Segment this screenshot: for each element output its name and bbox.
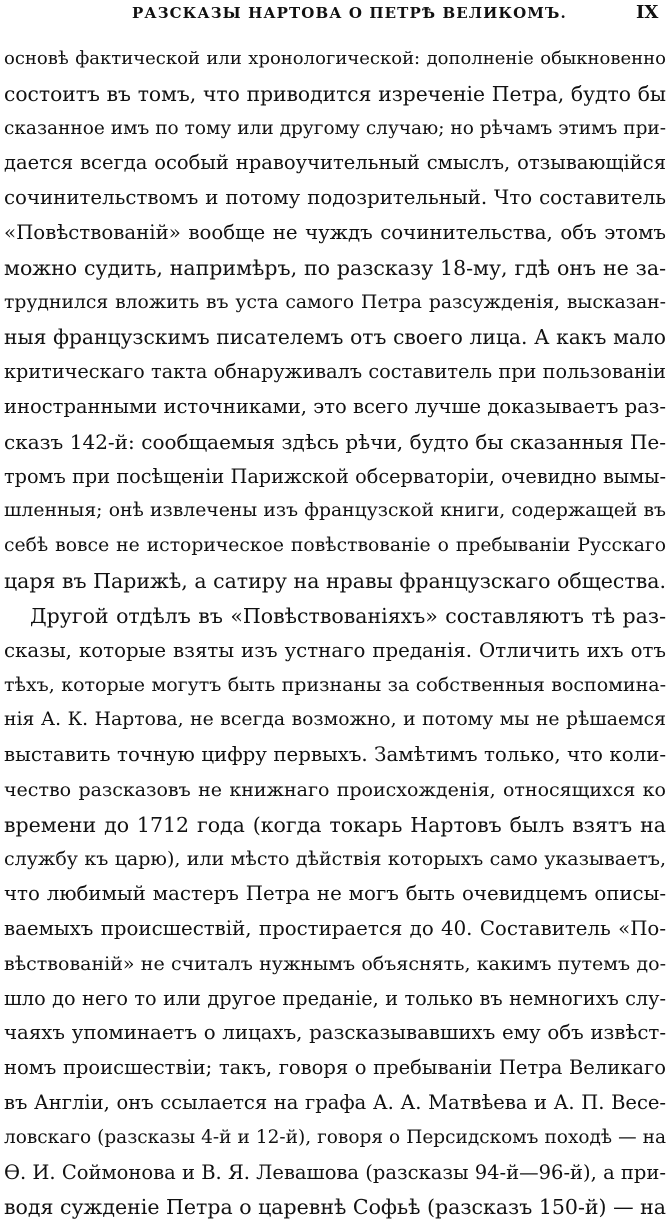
- text-line: себѣ вовсе не историческое повѣствованіе о пребываніи Русскаго: [4, 535, 666, 557]
- text-line: Другой отдѣлъ въ «Повѣствованіяхъ» составляютъ тѣ раз-: [30, 603, 666, 628]
- text-line: труднился вложить въ уста самого Петра разсужденія, высказан-: [4, 291, 666, 313]
- text-line: дается всегда особый нравоучительный смыслъ, отзывающійся: [4, 151, 666, 175]
- text-line: Ѳ. И. Соймонова и В. Я. Левашова (разсказы 94-й—96-й), а при-: [4, 1160, 666, 1184]
- text-line: царя въ Парижѣ, а сатиру на нравы французскаго общества.: [4, 568, 666, 593]
- text-line: въ Англіи, онъ ссылается на графа А. А. Матвѣева и А. П. Весе-: [4, 1090, 666, 1114]
- text-line: сказъ 142-й: сообщаемыя здѣсь рѣчи, будто бы сказанныя Пе-: [4, 429, 666, 454]
- running-title: РАЗСКАЗЫ НАРТОВА О ПЕТРѢ ВЕЛИКОМЪ.: [132, 4, 567, 22]
- text-line: времени до 1712 года (когда токарь Нартовъ былъ взятъ на: [4, 812, 666, 837]
- body-text: [4, 42, 666, 1225]
- text-line: сочинительствомъ и потому подозрительный. Что составитель: [4, 186, 666, 210]
- text-line: можно судить, напримѣръ, по разсказу 18-му, гдѣ онъ не за-: [4, 255, 666, 280]
- text-line: ваемыхъ происшествій, простирается до 40. Составитель «По-: [4, 916, 666, 940]
- text-line: что любимый мастеръ Петра не могъ быть очевидцемъ описы-: [4, 882, 666, 906]
- text-line: чество разсказовъ не книжнаго происхожденія, относящихся ко: [4, 778, 666, 801]
- text-line: состоитъ въ томъ, что приводится изреченіе Петра, будто бы: [4, 81, 666, 106]
- text-line: тромъ при посѣщеніи Парижской обсерваторіи, очевидно вымы-: [4, 464, 666, 488]
- running-header: [0, 2, 672, 28]
- text-line: ныя французскимъ писателемъ отъ своего лица. А какъ мало: [4, 325, 666, 350]
- text-line: сказы, которые взяты изъ устнаго преданія. Отличить ихъ отъ: [4, 638, 666, 662]
- text-line: вѣствованій» не считалъ нужнымъ объяснять, какимъ путемъ до-: [4, 952, 666, 975]
- text-line: водя сужденіе Петра о царевнѣ Софьѣ (разсказъ 150-й) — на: [4, 1195, 666, 1220]
- text-line: основѣ фактической или хронологической: дополненіе обыкновенно: [4, 48, 666, 69]
- paragraph: [4, 42, 666, 599]
- page-number: IX: [636, 2, 659, 23]
- text-line: нія А. К. Нартова, не всегда возможно, и потому мы не рѣшаемся: [4, 709, 666, 731]
- text-line: иностранными источниками, это всего лучше доказываетъ раз-: [4, 394, 666, 418]
- text-line: ловскаго (разсказы 4-й и 12-й), говоря о Персидскомъ походѣ — на: [4, 1126, 666, 1148]
- text-line: службу къ царю), или мѣсто дѣйствія которыхъ само указываетъ,: [4, 848, 666, 871]
- text-line: сказанное имъ по тому или другому случаю; но рѣчамъ этимъ при-: [4, 117, 666, 139]
- text-line: «Повѣствованій» вообще не чуждъ сочинительства, объ этомъ: [4, 220, 666, 244]
- text-line: чаяхъ упоминаетъ о лицахъ, разсказывавшихъ ему объ извѣст-: [4, 1021, 666, 1045]
- paragraph: [4, 599, 666, 1225]
- text-line: критическаго такта обнаруживалъ составитель при пользованіи: [4, 360, 666, 384]
- text-line: шло до него то или другое преданіе, и только въ немногихъ слу-: [4, 986, 666, 1010]
- text-line: номъ происшествіи; такъ, говоря о пребываніи Петра Великаго: [4, 1056, 666, 1080]
- text-line: выставить точную цифру первыхъ. Замѣтимъ только, что коли-: [4, 742, 666, 766]
- text-line: шленныя; онѣ извлечены изъ французской книги, содержащей въ: [4, 500, 666, 522]
- text-line: тѣхъ, которые могутъ быть признаны за собственныя воспомина-: [4, 674, 666, 697]
